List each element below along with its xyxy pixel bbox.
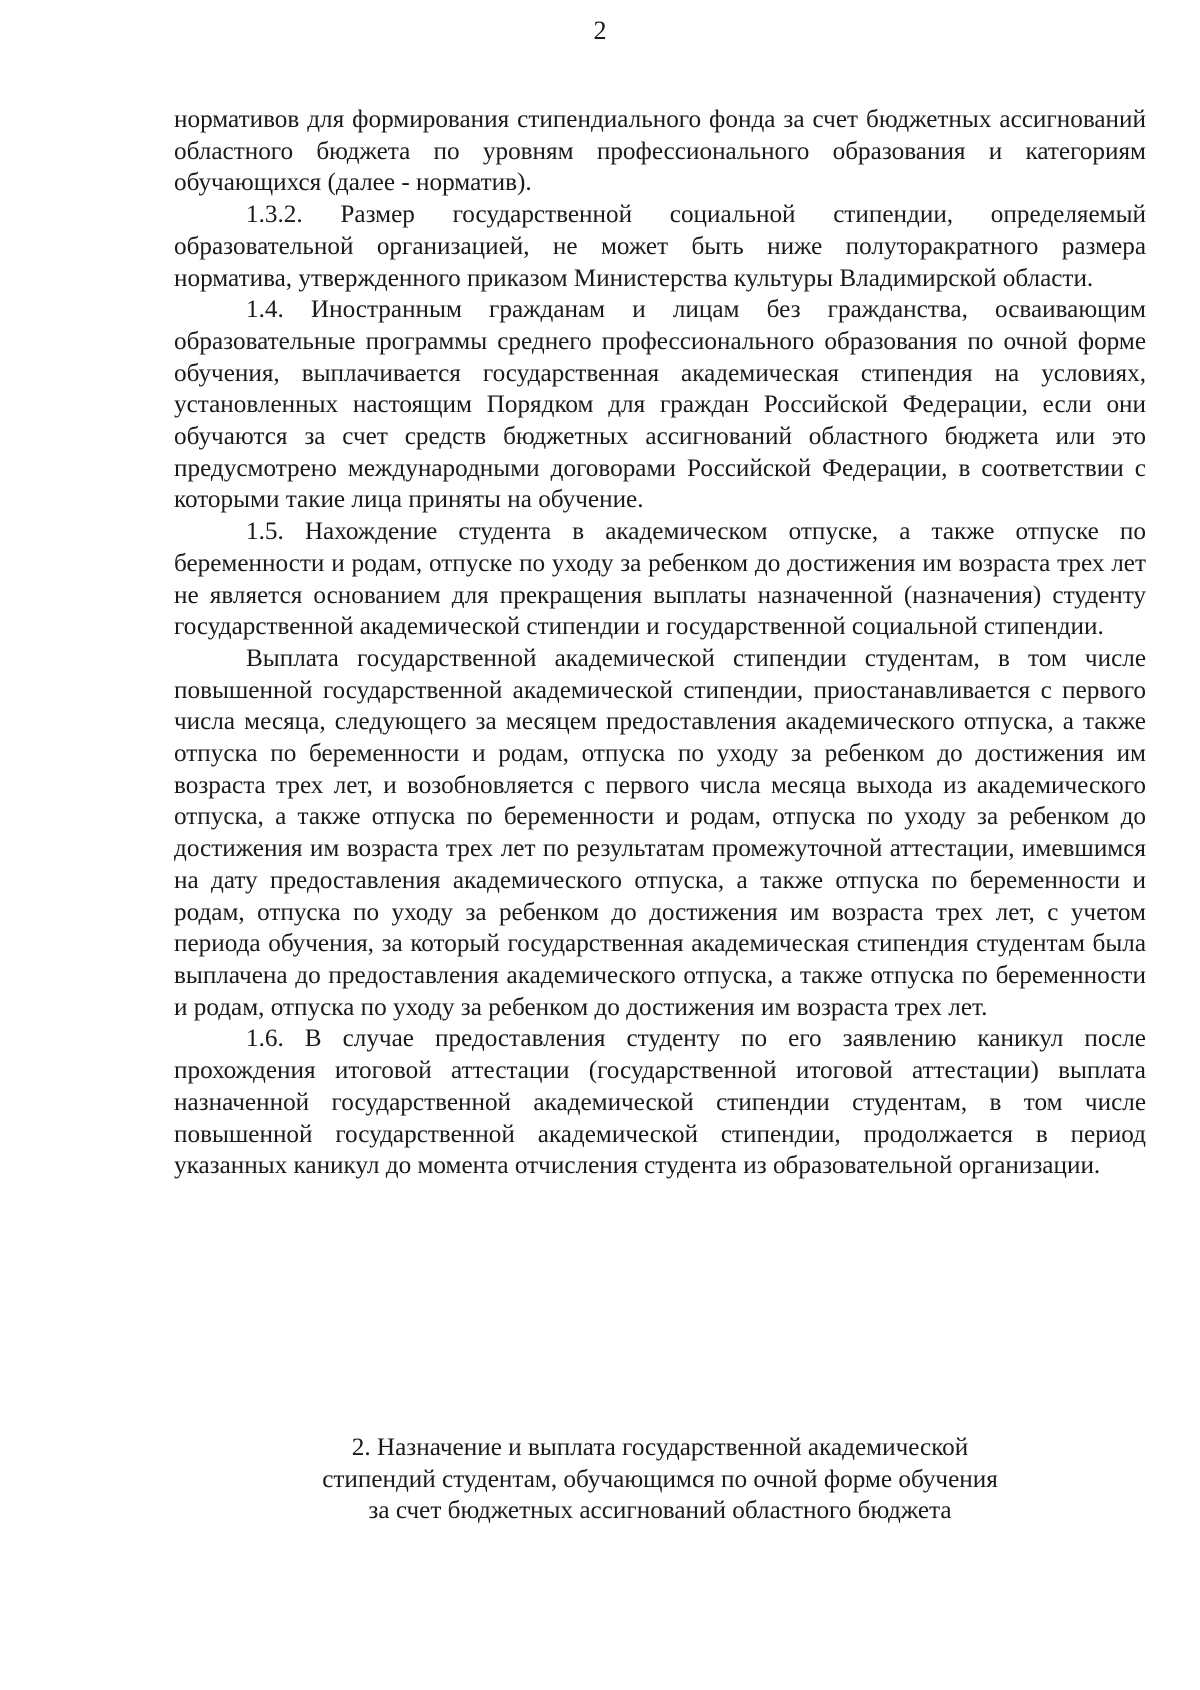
page-number: 2 xyxy=(593,16,607,45)
paragraph-1-3-2: 1.3.2. Размер государственной социальной стипендии, определяемый образовательной организацией, не может быть ниже полуторакратного размера норматива, утвержденного приказом Министерства культуры Владимирской области. xyxy=(174,201,1146,292)
paragraph-1-4: 1.4. Иностранным гражданам и лицам без гражданства, осваивающим образовательные программы среднего профессионального образования по очной форме обучения, выплачивается государственная академическая стипендия на условиях, установленных настоящим Порядком для граждан Российской Федерации, если они обучаются за счет средств бюджетных ассигнований областного бюджета или это предусмотрено международными договорами Российской Федерации, в соответствии с которыми такие лица приняты на обучение. xyxy=(174,296,1146,514)
paragraph-continuation: нормативов для формирования стипендиального фонда за счет бюджетных ассигнований областного бюджета по уровням профессионального образования и категориям обучающихся (далее - норматив). xyxy=(174,106,1146,197)
section-heading-line-2: стипендий студентам, обучающимся по очной форме обучения xyxy=(322,1465,998,1493)
section-heading-line-3: за счет бюджетных ассигнований областного бюджета xyxy=(368,1497,952,1525)
paragraph-payment-suspension: Выплата государственной академической стипендии студентам, в том числе повышенной государственной академической стипендии, приостанавливается с первого числа месяца, следующего за месяцем предоставления академического отпуска, а также отпуска по беременности и родам, отпуска по уходу за ребенком до достижения им возраста трех лет, и возобновляется с первого числа месяца выхода из академического отпуска, а также отпуска по беременности и родам, отпуска по уходу за ребенком до достижения им возраста трех лет по результатам промежуточной аттестации, имевшимся на дату предоставления академического отпуска, а также отпуска по беременности и родам, отпуска по уходу за ребенком до достижения им возраста трех лет, с учетом периода обучения, за который государственная академическая стипендия студентам была выплачена до предоставления академического отпуска, а также отпуска по беременности и родам, отпуска по уходу за ребенком до достижения им возраста трех лет. xyxy=(174,644,1146,1021)
paragraph-1-6: 1.6. В случае предоставления студенту по его заявлению каникул после прохождения итоговой аттестации (государственной итоговой аттестации) выплата назначенной государственной академической стипендии студентам, в том числе повышенной государственной академической стипендии, продолжается в период указанных каникул до момента отчисления студента из образовательной организации. xyxy=(174,1025,1146,1180)
section-heading xyxy=(174,1432,1146,1527)
document-body xyxy=(174,104,1146,1182)
section-heading-line-1: 2. Назначение и выплата государственной академической xyxy=(351,1434,969,1461)
paragraph-1-5: 1.5. Нахождение студента в академическом отпуске, а также отпуске по беременности и родам, отпуске по уходу за ребенком до достижения им возраста трех лет не является основанием для прекращения выплаты назначенной (назначения) студенту государственной академической стипендии и государственной социальной стипендии. xyxy=(174,518,1146,641)
